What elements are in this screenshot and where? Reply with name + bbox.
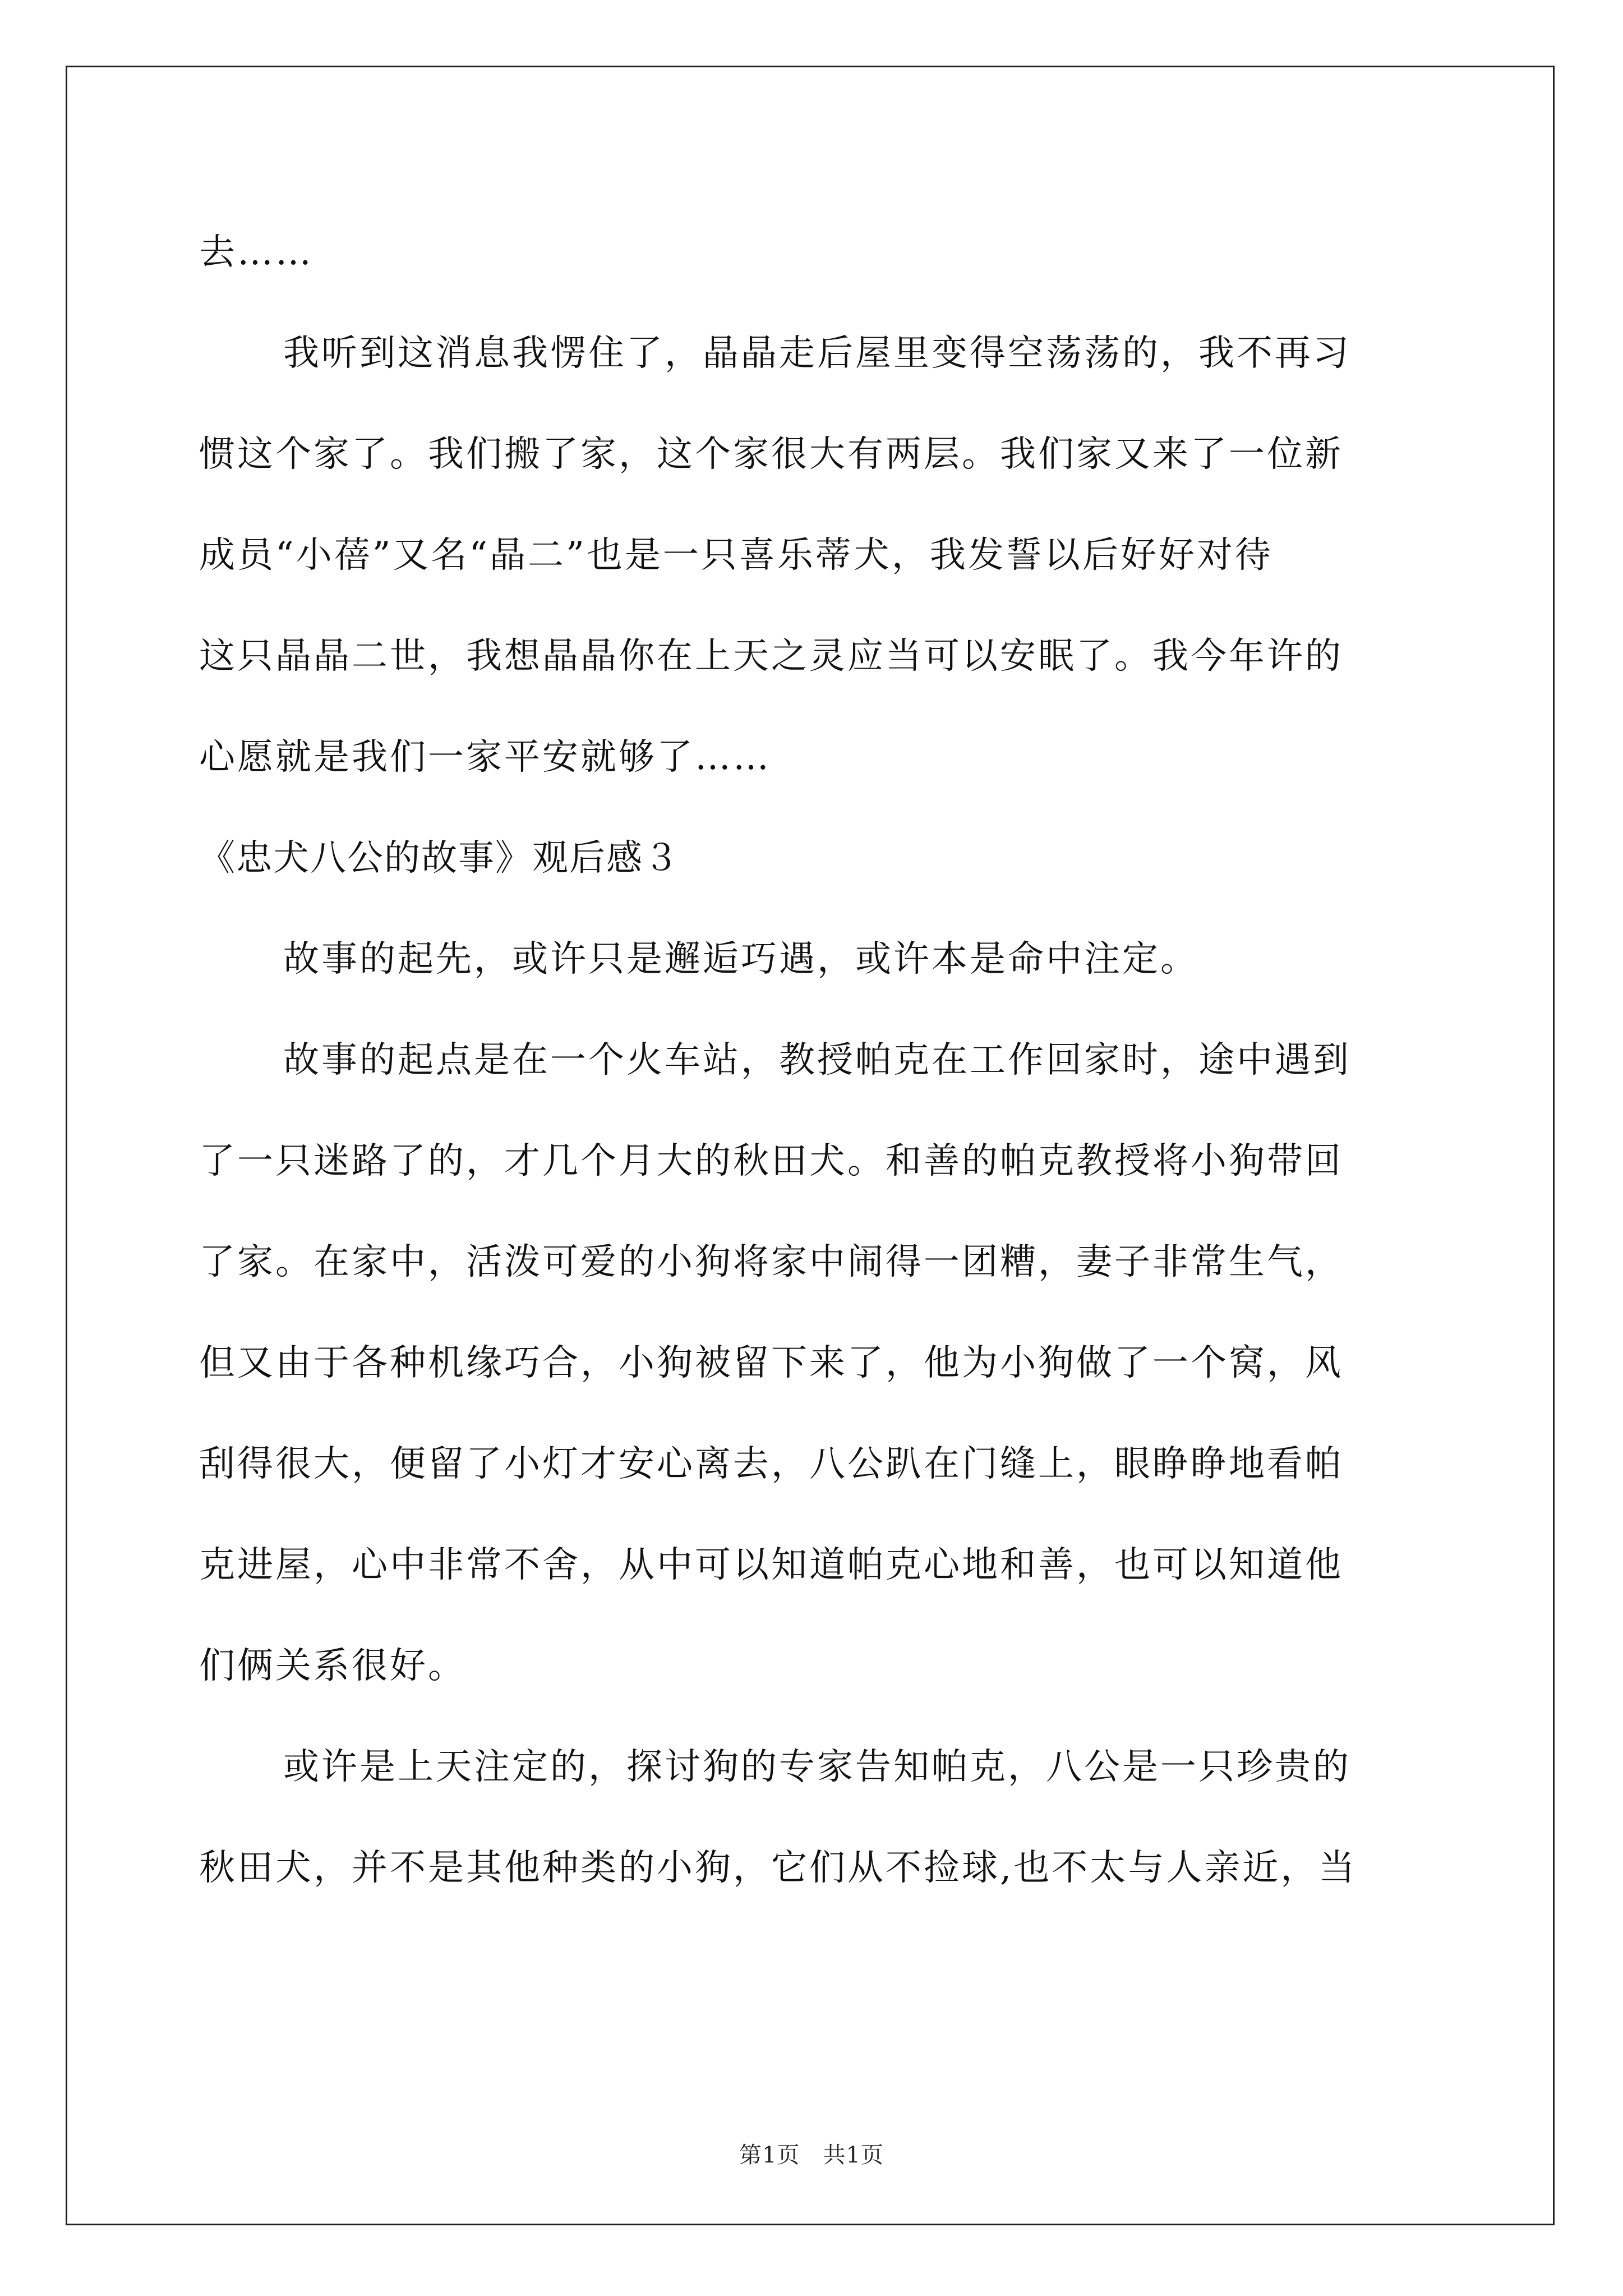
text-line: 故事的起先，或许只是邂逅巧遇，或许本是命中注定。 (283, 938, 1198, 980)
text-line: 惯这个家了。我们搬了家，这个家很大有两层。我们家又来了一位新 (199, 434, 1343, 475)
text-line: 但又由于各种机缘巧合，小狗被留下来了，他为小狗做了一个窝，风 (199, 1342, 1343, 1384)
text-line: 这只晶晶二世，我想晶晶你在上天之灵应当可以安眠了。我今年许的 (199, 636, 1343, 677)
page-footer: 第1页 共1页 (739, 2142, 884, 2168)
text-line: 心愿就是我们一家平安就够了…… (199, 737, 771, 778)
document-body (199, 202, 1438, 1918)
text-line: 刮得很大，便留了小灯才安心离去，八公趴在门缝上，眼睁睁地看帕 (199, 1443, 1343, 1485)
text-line: 了家。在家中，活泼可爱的小狗将家中闹得一团糟，妻子非常生气， (199, 1241, 1343, 1283)
text-line: 去…… (199, 232, 313, 273)
text-line: 故事的起点是在一个火车站，教授帕克在工作回家时，途中遇到 (283, 1039, 1351, 1081)
section-heading: 《忠犬八公的故事》观后感３ (199, 838, 680, 879)
text-line: 或许是上天注定的，探讨狗的专家告知帕克，八公是一只珍贵的 (283, 1746, 1351, 1788)
text-line: 克进屋，心中非常不舍，从中可以知道帕克心地和善，也可以知道他 (199, 1544, 1343, 1586)
text-line: 成员“小蓓”又名“晶二”也是一只喜乐蒂犬，我发誓以后好好对待 (199, 535, 1273, 576)
text-line: 们俩关系很好。 (199, 1645, 466, 1687)
text-line: 秋田犬，并不是其他种类的小狗，它们从不捡球,也不太与人亲近，当 (199, 1847, 1357, 1889)
text-line: 我听到这消息我愣住了，晶晶走后屋里变得空荡荡的，我不再习 (283, 333, 1351, 374)
text-line: 了一只迷路了的，才几个月大的秋田犬。和善的帕克教授将小狗带回 (199, 1140, 1343, 1182)
